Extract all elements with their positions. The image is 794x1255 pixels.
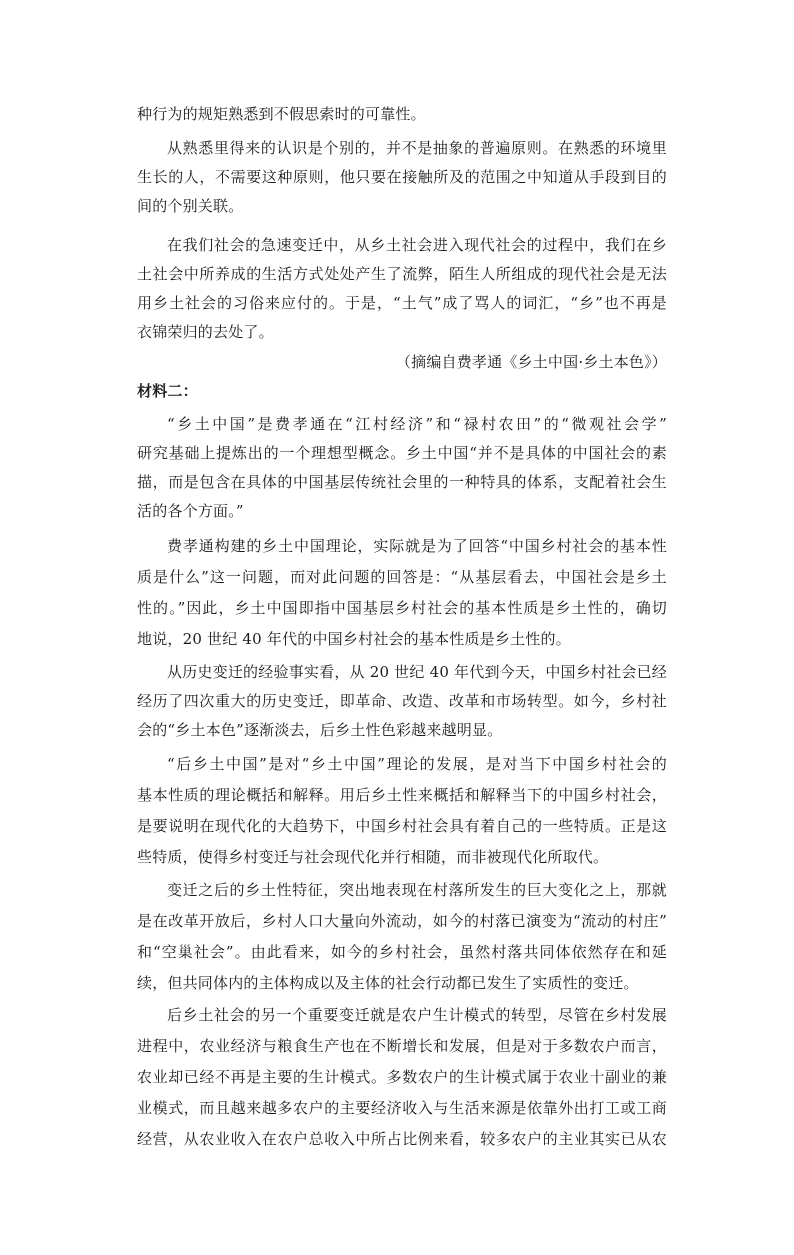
- paragraph-line: 是在改革开放后，乡村人口大量向外流动，如今的村落已演变为“流动的村庄”: [137, 912, 667, 930]
- paragraph-line: 会的“乡土本色”逐渐淡去，后乡土性色彩越来越明显。: [137, 721, 503, 739]
- paragraph-line: “乡土中国”是费孝通在“江村经济”和“禄村农田”的“微观社会学”: [167, 415, 667, 433]
- paragraph-line: 后乡土社会的另一个重要变迁就是农户生计模式的转型，尽管在乡村发展: [167, 1006, 667, 1024]
- section-label: 材料二：: [137, 382, 198, 400]
- paragraph-line: 和“空巢社会”。由此看来，如今的乡村社会，虽然村落共同体依然存在和延: [137, 943, 667, 961]
- paragraph-line: 些特质，使得乡村变迁与社会现代化并行相随，而非被现代化所取代。: [137, 848, 609, 866]
- paragraph-line: “后乡土中国”是对“乡土中国”理论的发展，是对当下中国乡村社会的: [167, 755, 667, 773]
- paragraph-line: 从熟悉里得来的认识是个别的，并不是抽象的普遍原则。在熟悉的环境里: [167, 139, 667, 157]
- paragraph-line: 基本性质的理论概括和解释。用后乡土性来概括和解释当下的中国乡村社会，: [137, 786, 667, 804]
- paragraph-line: 用乡土社会的习俗来应付的。于是，“土气”成了骂人的词汇，“乡”也不再是: [137, 294, 667, 312]
- paragraph-line: 经营，从农业收入在农户总收入中所占比例来看，较多农户的主业其实已从农: [137, 1130, 667, 1148]
- paragraph-line: 农业却已经不再是主要的生计模式。多数农户的生计模式属于农业十副业的兼: [137, 1068, 667, 1086]
- paragraph-line: 费孝通构建的乡土中国理论，实际就是为了回答“中国乡村社会的基本性: [167, 537, 667, 555]
- paragraph-line: 描，而是包含在具体的中国基层传统社会里的一种特具的体系，支配着社会生: [137, 473, 667, 491]
- paragraph-line: 续，但共同体内的主体构成以及主体的社会行动都已发生了实质性的变迁。: [137, 974, 639, 992]
- source-attribution: （摘编自费孝通《乡土中国·乡土本色》）: [395, 353, 667, 371]
- paragraph-line: 进程中，农业经济与粮食生产也在不断增长和发展，但是对于多数农户而言，: [137, 1037, 667, 1055]
- paragraph-line: 研究基础上提炼出的一个理想型概念。乡土中国“并不是具体的中国社会的素: [137, 444, 667, 462]
- paragraph-line: 衣锦荣归的去处了。: [137, 323, 274, 341]
- paragraph-line: 质是什么”这一问题，而对此问题的回答是：“从基层看去，中国社会是乡土: [137, 568, 667, 586]
- paragraph-line: 种行为的规矩熟悉到不假思索时的可靠性。: [137, 105, 426, 123]
- paragraph-line: 业模式，而且越来越多农户的主要经济收入与生活来源是依靠外出打工或工商: [137, 1099, 667, 1117]
- paragraph-line: 土社会中所养成的生活方式处处产生了流弊，陌生人所组成的现代社会是无法: [137, 265, 667, 283]
- paragraph-line: 从历史变迁的经验事实看，从 20 世纪 40 年代到今天，中国乡村社会已经: [167, 663, 667, 681]
- paragraph-line: 变迁之后的乡土性特征，突出地表现在村落所发生的巨大变化之上，那就: [167, 881, 667, 899]
- paragraph-line: 在我们社会的急速变迁中，从乡土社会进入现代社会的过程中，我们在乡: [167, 236, 667, 254]
- paragraph-line: 经历了四次重大的历史变迁，即革命、改造、改革和市场转型。如今，乡村社: [137, 692, 667, 710]
- paragraph-line: 生长的人，不需要这种原则，他只要在接触所及的范围之中知道从手段到目的: [137, 168, 667, 186]
- paragraph-line: 是要说明在现代化的大趋势下，中国乡村社会具有着自己的一些特质。正是这: [137, 817, 667, 835]
- paragraph-line: 间的个别关联。: [137, 197, 244, 215]
- paragraph-line: 活的各个方面。”: [137, 502, 244, 520]
- paragraph-line: 性的。”因此，乡土中国即指中国基层乡村社会的基本性质是乡土性的，确切: [137, 599, 667, 617]
- paragraph-line: 地说，20 世纪 40 年代的中国乡村社会的基本性质是乡土性的。: [137, 630, 571, 648]
